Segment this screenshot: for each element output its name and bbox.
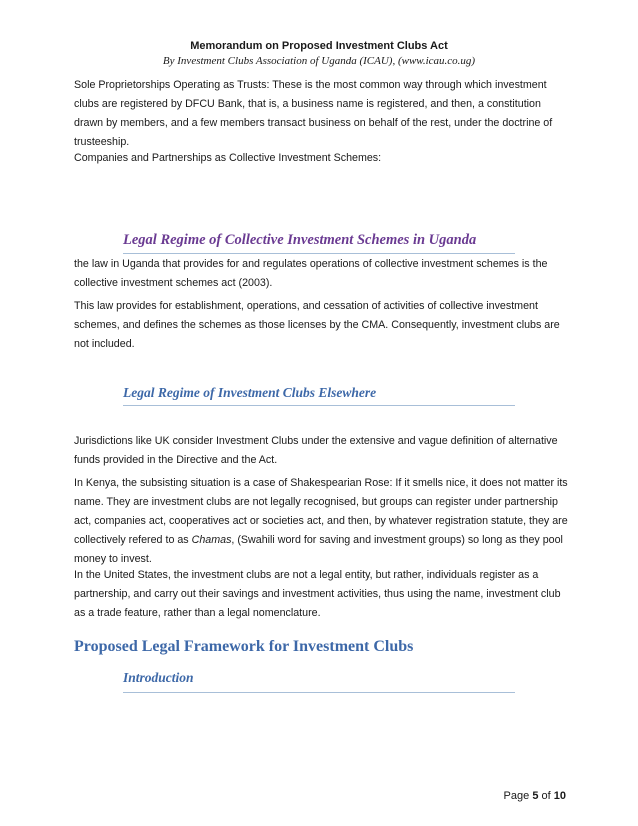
paragraph-kenya-text: In Kenya, the subsisting situation is a case of Shakespearian Rose: If it smells nice, it does not matter its name. They are investment clubs are not legally recognised, but groups can register under partnership act, companies act, cooperatives act or societies act, and then, by whatever registration statute, they are collectively refered to as: [74, 477, 568, 546]
footer-of-label: of: [541, 790, 551, 802]
paragraph-sole-proprietorships: Sole Proprietorships Operating as Trusts: These is the most common way through which investment clubs are registered by DFCU Bank, that is, a business name is registered, and then, a constitution drawn by members, and a few members transact business on behalf of the rest, under the doctrine of trusteeship.: [74, 79, 553, 148]
paragraph-companies-partnerships: Companies and Partnerships as Collective Investment Schemes:: [74, 152, 382, 164]
footer-page-number: 5: [532, 790, 539, 802]
footer-total-pages: 10: [553, 790, 566, 802]
heading-introduction: Introduction: [123, 670, 194, 685]
heading-legal-regime-elsewhere: Legal Regime of Investment Clubs Elsewhere: [123, 385, 377, 400]
paragraph-kenya: [74, 474, 568, 569]
paragraph-law-uganda: the law in Uganda that provides for and regulates operations of collective investment schemes is the collective investment schemes act (2003).: [74, 258, 548, 289]
footer-page-label: Page: [503, 790, 530, 802]
heading-legal-regime-uganda: Legal Regime of Collective Investment Schemes in Uganda: [123, 232, 477, 248]
paragraph-uk: Jurisdictions like UK consider Investment Clubs under the extensive and vague definition of alternative funds provided in the Directive and the Act.: [74, 435, 558, 466]
page-footer: [504, 790, 566, 802]
paragraph-united-states: In the United States, the investment clubs are not a legal entity, but rather, individuals register as a partnership, and carry out their savings and investment activities, thus using the name, investment club as a trade feature, rather than a legal nomenclature.: [74, 569, 561, 619]
header-title: Memorandum on Proposed Investment Clubs Act: [190, 40, 448, 52]
heading-proposed-framework: Proposed Legal Framework for Investment Clubs: [74, 638, 414, 655]
heading-underline: [123, 253, 515, 254]
paragraph-law-provides: This law provides for establishment, operations, and cessation of activities of collective investment schemes, and defines the schemes as those licenses by the CMA. Consequently, investment clubs are not included.: [74, 300, 560, 350]
paragraph-kenya-emphasis: Chamas: [191, 534, 232, 546]
heading-underline: [123, 405, 515, 406]
paragraph-kenya-text-end: , (Swahili word for saving and investment groups) so long as they pool money to invest.: [74, 534, 563, 565]
heading-underline: [123, 692, 515, 693]
header-subtitle: By Investment Clubs Association of Uganda (ICAU), (www.icau.co.ug): [162, 55, 476, 67]
